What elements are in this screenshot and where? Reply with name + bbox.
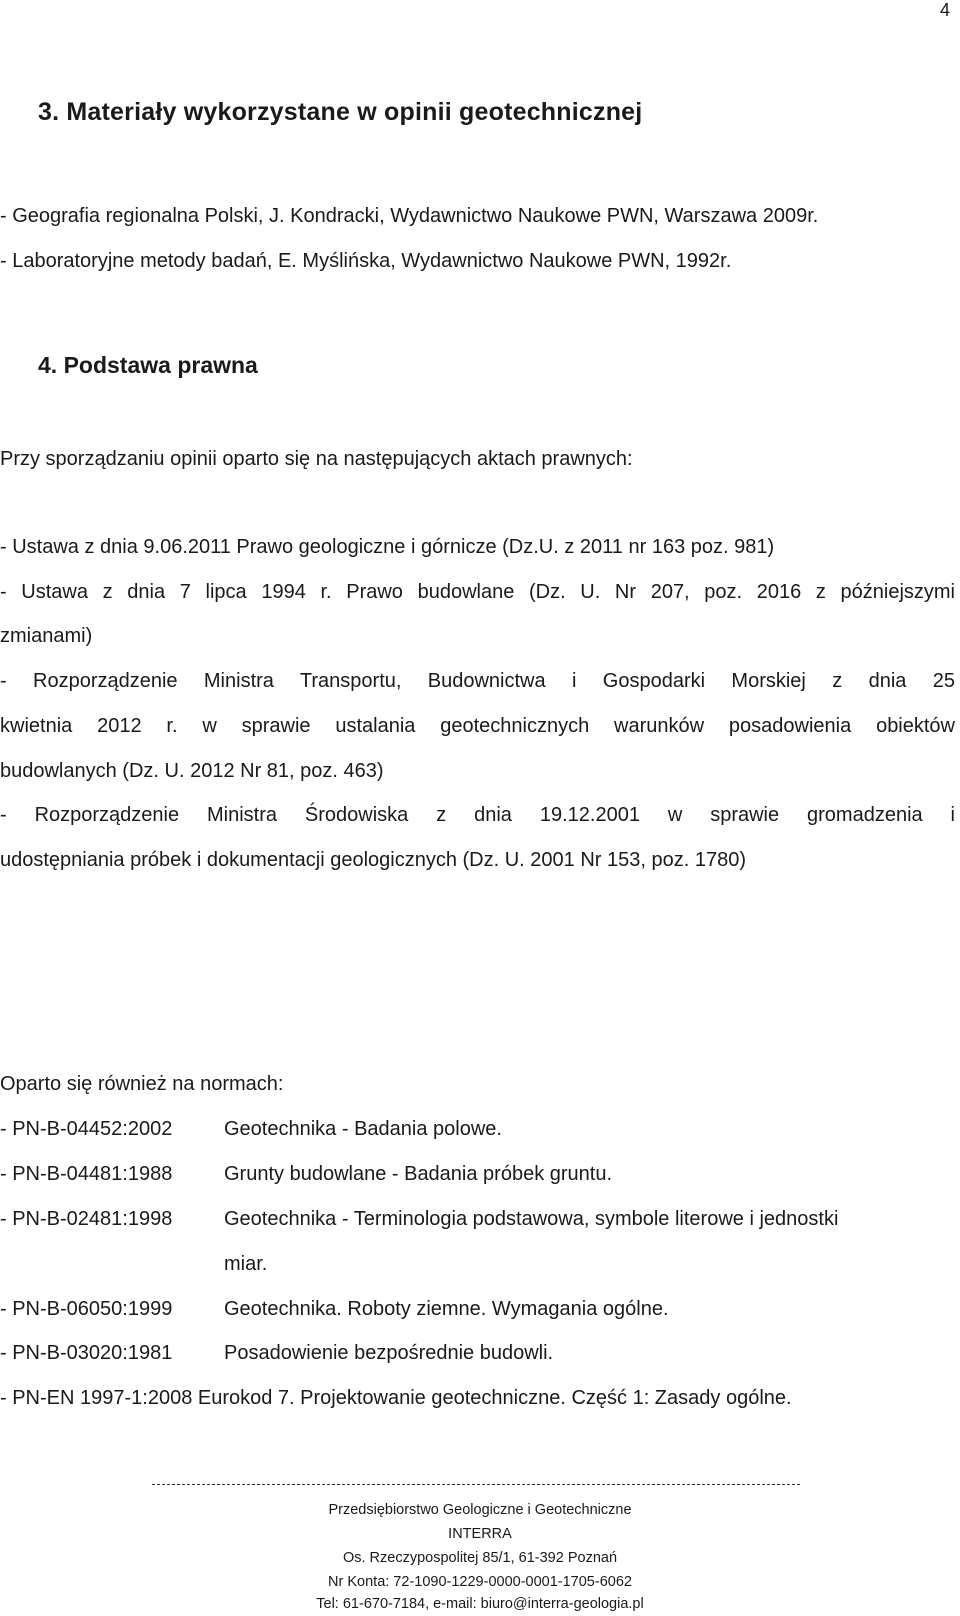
- norm-row: - PN-EN 1997-1:2008 Eurokod 7. Projektowanie geotechniczne. Część 1: Zasady ogólne.: [0, 1387, 792, 1409]
- legal-act-continuation: kwietnia 2012 r. w sprawie ustalania geotechnicznych warunków posadowienia obiektów: [0, 715, 955, 737]
- legal-act-continuation: udostępniania próbek i dokumentacji geologicznych (Dz. U. 2001 Nr 153, poz. 1780): [0, 849, 746, 871]
- norm-code: - PN-B-04452:2002: [0, 1118, 173, 1140]
- norm-description: Geotechnika - Badania polowe.: [224, 1118, 502, 1140]
- legal-act: - Rozporządzenie Ministra Transportu, Budownictwa i Gospodarki Morskiej z dnia 25: [0, 670, 955, 692]
- legal-basis-intro: Przy sporządzaniu opinii oparto się na następujących aktach prawnych:: [0, 448, 633, 470]
- footer-contact: Tel: 61-670-7184, e-mail: biuro@interra-geologia.pl: [316, 1596, 644, 1612]
- footer-address: Os. Rzeczypospolitej 85/1, 61-392 Poznań: [342, 1550, 618, 1566]
- norm-description: Geotechnika - Terminologia podstawowa, symbole literowe i jednostki: [224, 1208, 839, 1230]
- footer-company: Przedsiębiorstwo Geologiczne i Geotechniczne: [328, 1502, 632, 1518]
- section-4-heading: 4. Podstawa prawna: [38, 352, 258, 378]
- norms-intro: Oparto się również na normach:: [0, 1073, 284, 1095]
- footer-divider: [152, 1484, 800, 1485]
- norm-description: Posadowienie bezpośrednie budowli.: [224, 1342, 554, 1364]
- norm-description: Geotechnika. Roboty ziemne. Wymagania ogólne.: [224, 1298, 669, 1320]
- legal-act: - Ustawa z dnia 9.06.2011 Prawo geologiczne i górnicze (Dz.U. z 2011 nr 163 poz. 981): [0, 536, 775, 558]
- reference-item: - Geografia regionalna Polski, J. Kondracki, Wydawnictwo Naukowe PWN, Warszawa 2009r.: [0, 205, 819, 227]
- footer-account: Nr Konta: 72-1090-1229-0000-0001-1705-6062: [328, 1574, 632, 1590]
- norm-code: - PN-B-04481:1988: [0, 1163, 173, 1185]
- reference-item: - Laboratoryjne metody badań, E. Myślińska, Wydawnictwo Naukowe PWN, 1992r.: [0, 250, 732, 272]
- norm-code: - PN-B-06050:1999: [0, 1298, 173, 1320]
- legal-act: - Rozporządzenie Ministra Środowiska z dnia 19.12.2001 w sprawie gromadzenia i: [0, 804, 955, 826]
- footer-brand: INTERRA: [448, 1526, 512, 1542]
- norm-description: Grunty budowlane - Badania próbek gruntu.: [224, 1163, 613, 1185]
- legal-act-continuation: budowlanych (Dz. U. 2012 Nr 81, poz. 463): [0, 760, 384, 782]
- norm-description: miar.: [224, 1253, 268, 1275]
- section-3-heading: 3. Materiały wykorzystane w opinii geotechnicznej: [38, 98, 643, 126]
- legal-act-continuation: zmianami): [0, 625, 93, 647]
- page-number: 4: [940, 0, 951, 20]
- legal-act: - Ustawa z dnia 7 lipca 1994 r. Prawo budowlane (Dz. U. Nr 207, poz. 2016 z późniejszymi: [0, 581, 955, 603]
- norm-code: - PN-B-03020:1981: [0, 1342, 173, 1364]
- norm-code: - PN-B-02481:1998: [0, 1208, 173, 1230]
